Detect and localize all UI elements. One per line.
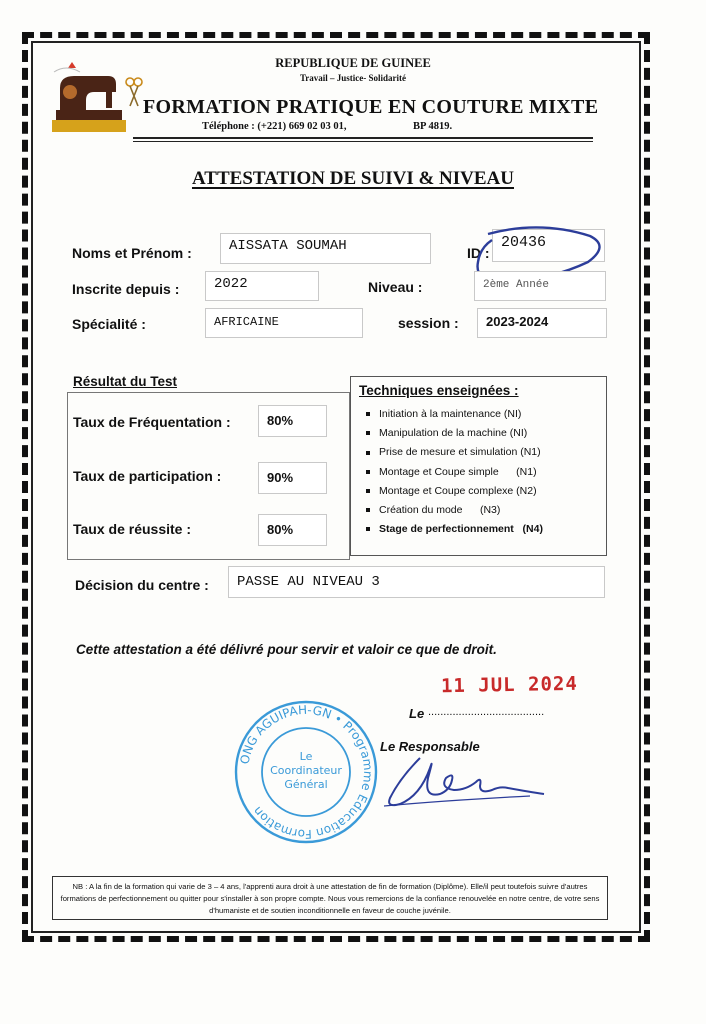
republic-name: REPUBLIQUE DE GUINEE <box>275 56 431 70</box>
postal-box: BP 4819. <box>413 121 453 132</box>
bullet-icon <box>366 527 370 531</box>
reussite-value: 80% <box>258 514 327 546</box>
list-item: Initiation à la maintenance (NI) <box>366 408 602 427</box>
national-motto: Travail – Justice- Solidarité <box>299 73 407 83</box>
specialite-field: AFRICAINE <box>205 308 363 338</box>
date-stamp: 11 JUL 2024 <box>440 672 579 698</box>
list-item: Montage et Coupe simple (N1) <box>366 466 602 485</box>
certificate-title: ATTESTATION DE SUIVI & NIVEAU <box>191 168 514 189</box>
techniques-heading: Techniques enseignées : <box>359 383 519 398</box>
since-field: 2022 <box>205 271 319 301</box>
id-field: 20436 <box>492 229 605 262</box>
header-divider-thin <box>133 141 593 142</box>
closing-statement: Cette attestation a été délivré pour servir et valoir ce que de droit. <box>76 642 497 657</box>
seal-line-1: Le <box>299 750 313 763</box>
bullet-icon <box>366 451 370 455</box>
bullet-icon <box>366 412 370 416</box>
participation-value: 90% <box>258 462 327 494</box>
results-heading: Résultat du Test <box>73 374 178 389</box>
date-dotted-line: ...................................... <box>428 706 545 718</box>
header-divider <box>133 137 593 139</box>
niveau-field: 2ème Année <box>474 271 606 301</box>
techniques-list <box>366 408 602 542</box>
list-item: Création du mode (N3) <box>366 504 602 523</box>
phone-number: Téléphone : (+221) 669 02 03 01, <box>202 121 347 132</box>
nota-bene-box: NB : A la fin de la formation qui varie de 3 – 4 ans, l'apprenti aura droit à une attestation de fin de formation (Diplôme). Elle/il peut toutefois suivre d'autres formations de perfectionnement ou quitter pour s'installer à son propre compte. Nous vous remercions de la confiance renouvelée en notre centre, de votre sens d'humaniste et de soutien inconditionnelle en faveur de couche juvénile. <box>52 876 608 920</box>
specialite-label: Spécialité : <box>72 316 146 332</box>
list-item: Manipulation de la machine (NI) <box>366 427 602 446</box>
bullet-icon <box>366 489 370 493</box>
name-field: AISSATA SOUMAH <box>220 233 431 264</box>
id-label: ID : <box>467 245 490 261</box>
bullet-icon <box>366 508 370 512</box>
signature-icon <box>380 748 560 818</box>
organization-title: FORMATION PRATIQUE EN COUTURE MIXTE <box>143 96 599 118</box>
frequentation-value: 80% <box>258 405 327 437</box>
since-label: Inscrite depuis : <box>72 281 180 297</box>
list-item: Stage de perfectionnement (N4) <box>366 523 602 542</box>
seal-line-2: Coordinateur <box>270 764 342 777</box>
decision-label: Décision du centre : <box>75 577 209 593</box>
bullet-icon <box>366 470 370 474</box>
session-field: 2023-2024 <box>477 308 607 338</box>
official-seal-icon <box>232 698 380 846</box>
list-item: Montage et Coupe complexe (N2) <box>366 485 602 504</box>
seal-line-3: Général <box>284 778 328 791</box>
session-label: session : <box>398 315 459 331</box>
list-item: Prise de mesure et simulation (N1) <box>366 446 602 465</box>
responsible-label: Le Responsable <box>380 739 480 754</box>
seal-ring-text: ONG AGUIPAH-GN • Programme Education Formation <box>237 702 376 842</box>
name-label: Noms et Prénom : <box>72 245 192 261</box>
participation-label: Taux de participation : <box>73 468 222 484</box>
decision-field: PASSE AU NIVEAU 3 <box>228 566 605 598</box>
bullet-icon <box>366 431 370 435</box>
frequentation-label: Taux de Fréquentation : <box>73 414 231 430</box>
reussite-label: Taux de réussite : <box>73 521 192 537</box>
date-label: Le <box>409 706 425 721</box>
niveau-label: Niveau : <box>368 279 423 295</box>
